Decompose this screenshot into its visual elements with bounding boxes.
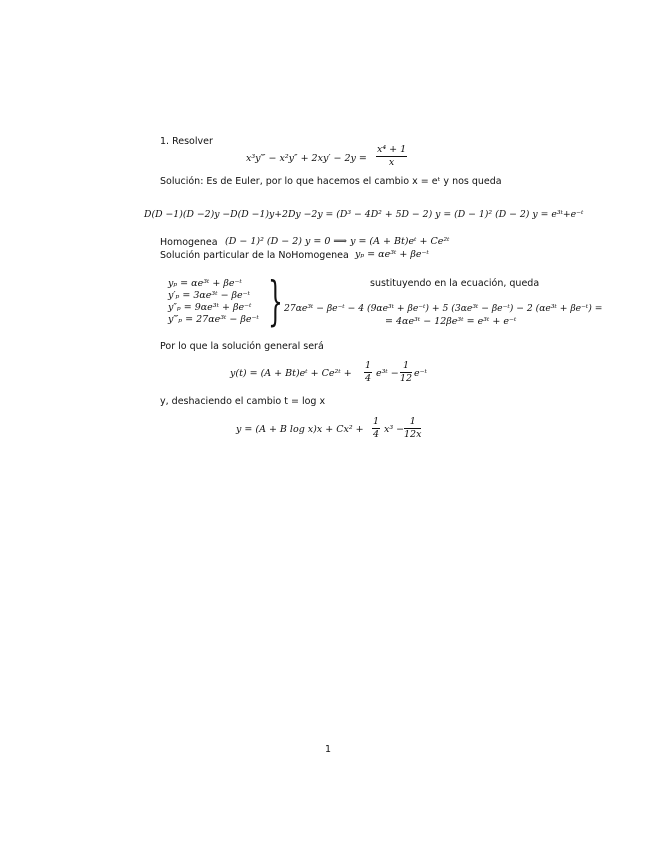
fraction-denominator: 12 [400,373,413,384]
derivative-line: y′ₚ = 3αe³ᵗ − βe⁻ᵗ [168,290,251,301]
solution-intro: Solución: Es de Euler, por lo que hacemos el cambio x = eᵗ y nos queda [160,176,502,187]
page-number: 1 [325,744,332,755]
fraction-denominator: 4 [365,373,372,384]
fraction-numerator: 1 [400,360,412,373]
fraction-numerator: x⁴ + 1 [377,144,407,155]
homogeneous-equation: (D − 1)² (D − 2) y = 0 ⟹ y = (A + Bt)eᵗ + Ce²ᵗ [225,236,450,247]
right-brace: } [268,272,283,332]
derivative-line: y″ₚ = 9αe³ᵗ + βe⁻ᵗ [168,302,252,313]
substitution-line-1: 27αe³ᵗ − βe⁻ᵗ − 4 (9αe³ᵗ + βe⁻ᵗ) + 5 (3αe³ᵗ − βe⁻ᵗ) − 2 (αe³ᵗ + βe⁻ᵗ) = [284,303,603,314]
final-equation-part-b: x³ − [384,424,405,435]
particular-equation: yₚ = αe³ᵗ + βe⁻ᵗ [355,249,429,260]
problem-label: 1. Resolver [160,136,213,147]
derivative-line: yₚ = αe³ᵗ + βe⁻ᵗ [168,278,242,289]
general-equation-part-a: y(t) = (A + Bt)eᵗ + Ce²ᵗ + [230,368,352,379]
final-fraction-2 [404,416,421,440]
undo-change-label: y, deshaciendo el cambio t = log x [160,396,326,407]
problem-equation-fraction [376,144,407,168]
derivative-line: y‴ₚ = 27αe³ᵗ − βe⁻ᵗ [168,314,259,325]
final-equation-part-a: y = (A + B log x)x + Cx² + [236,424,364,435]
particular-label: Solución particular de la NoHomogenea [160,250,349,261]
general-fraction-1 [364,360,372,384]
problem-equation-lhs: x³y‴ − x²y″ + 2xy′ − 2y = [246,153,367,164]
fraction-denominator: x [388,157,395,168]
fraction-denominator: 4 [373,429,380,440]
final-fraction-1 [372,416,380,440]
substituting-text: sustituyendo en la ecuación, queda [370,278,540,289]
fraction-numerator: 1 [373,416,380,427]
operator-equation: D(D −1)(D −2)y −D(D −1)y+2Dy −2y = (D³ − 4D² + 5D − 2) y = (D − 1)² (D − 2) y = e³ᵗ+e⁻ᵗ [144,209,584,220]
general-fraction-2 [400,360,412,384]
fraction-numerator: 1 [404,416,421,429]
general-solution-label: Por lo que la solución general será [160,341,324,352]
homogeneous-label: Homogenea [160,237,218,248]
general-equation-part-b: e³ᵗ − [376,368,399,379]
general-equation-part-c: e⁻ᵗ [414,368,427,379]
fraction-numerator: 1 [365,360,372,371]
substitution-line-2: = 4αe³ᵗ − 12βe³ᵗ = e³ᵗ + e⁻ᵗ [385,316,517,327]
fraction-denominator: 12x [404,429,422,440]
